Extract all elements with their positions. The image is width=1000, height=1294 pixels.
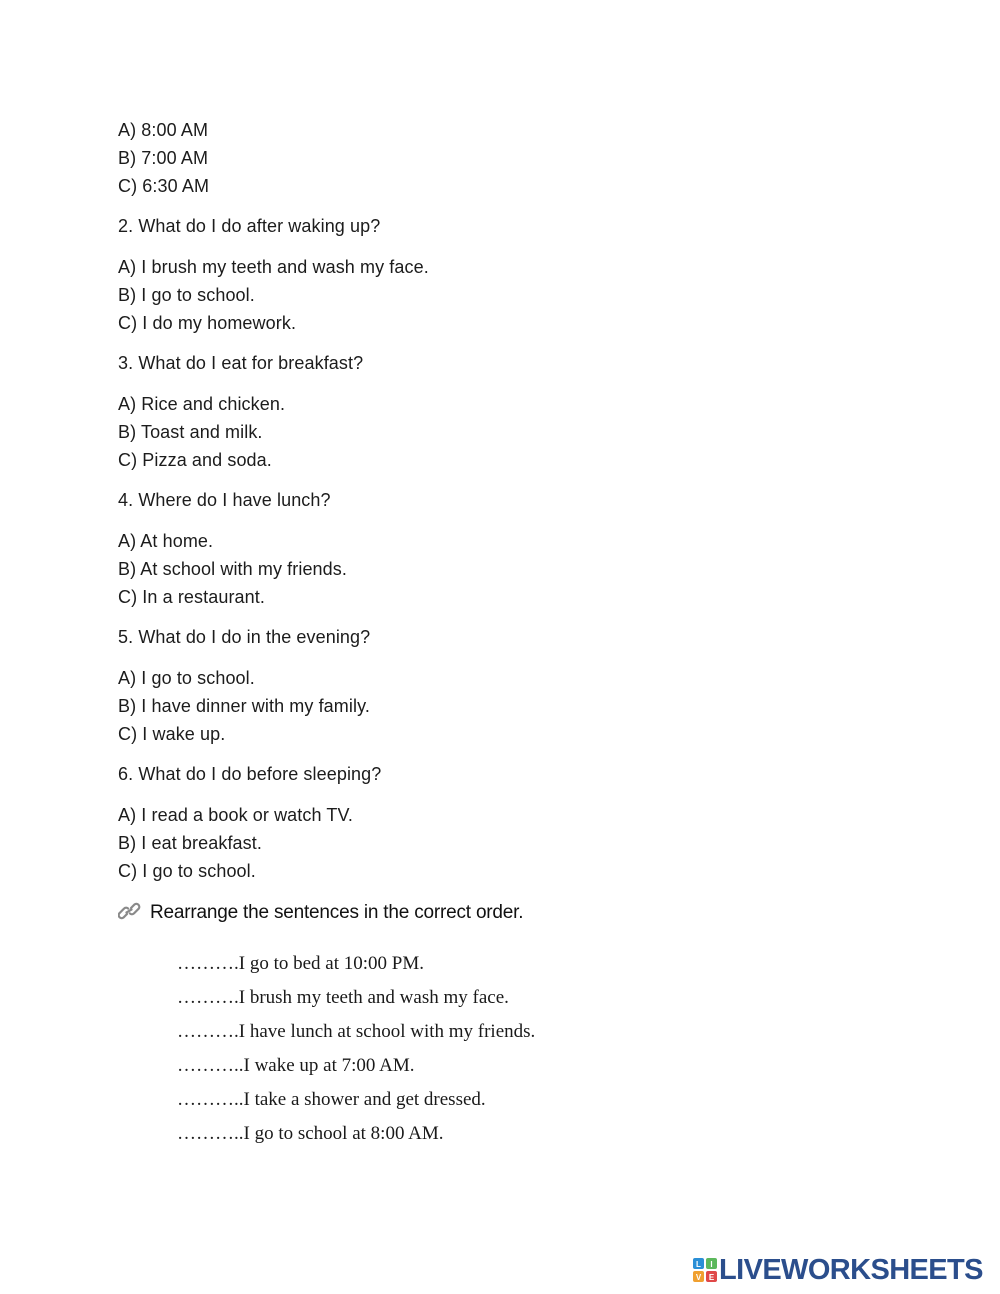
svg-text:I: I [710,1260,713,1269]
paperclip-icon [118,901,142,921]
q5-option-b[interactable]: B) I have dinner with my family. [118,696,370,716]
q4-option-c[interactable]: C) In a restaurant. [118,587,265,607]
q5-question: 5. What do I do in the evening? [118,627,371,647]
rearrange-item[interactable]: ……….I go to bed at 10:00 PM. [177,953,424,974]
rearrange-item[interactable]: ……….I have lunch at school with my friends. [177,1021,536,1042]
rearrange-item[interactable]: ………..I wake up at 7:00 AM. [177,1055,415,1076]
q3-option-b[interactable]: B) Toast and milk. [118,422,263,442]
q2-option-b[interactable]: B) I go to school. [118,285,255,305]
q3-option-a[interactable]: A) Rice and chicken. [118,394,286,414]
q3-question: 3. What do I eat for breakfast? [118,353,364,373]
rearrange-item[interactable]: ………..I go to school at 8:00 AM. [177,1123,444,1144]
q2-option-a[interactable]: A) I brush my teeth and wash my face. [118,257,429,277]
q1-option-c[interactable]: C) 6:30 AM [118,176,210,196]
q6-option-b[interactable]: B) I eat breakfast. [118,833,262,853]
q4-option-b[interactable]: B) At school with my friends. [118,559,347,579]
svg-text:E: E [708,1273,715,1282]
q6-option-c[interactable]: C) I go to school. [118,861,256,881]
rearrange-item[interactable]: ……….I brush my teeth and wash my face. [177,987,509,1008]
q4-option-a[interactable]: A) At home. [118,531,214,551]
svg-text:V: V [695,1273,702,1282]
q6-question: 6. What do I do before sleeping? [118,764,382,784]
q1-option-a[interactable]: A) 8:00 AM [118,120,209,140]
rearrange-heading [118,901,523,925]
liveworksheets-logo-icon [693,1258,717,1282]
q3-option-c[interactable]: C) Pizza and soda. [118,450,272,470]
q2-option-c[interactable]: C) I do my homework. [118,313,297,333]
q4-question: 4. Where do I have lunch? [118,490,331,510]
rearrange-item[interactable]: ………..I take a shower and get dressed. [177,1089,486,1110]
liveworksheets-brand[interactable] [693,1254,983,1286]
liveworksheets-wordmark: LIVEWORKSHEETS [719,1253,983,1286]
svg-text:L: L [696,1260,701,1269]
q6-option-a[interactable]: A) I read a book or watch TV. [118,805,354,825]
rearrange-heading-text: Rearrange the sentences in the correct order. [150,902,524,923]
q5-option-a[interactable]: A) I go to school. [118,668,255,688]
q1-option-b[interactable]: B) 7:00 AM [118,148,209,168]
q5-option-c[interactable]: C) I wake up. [118,724,226,744]
q2-question: 2. What do I do after waking up? [118,216,381,236]
